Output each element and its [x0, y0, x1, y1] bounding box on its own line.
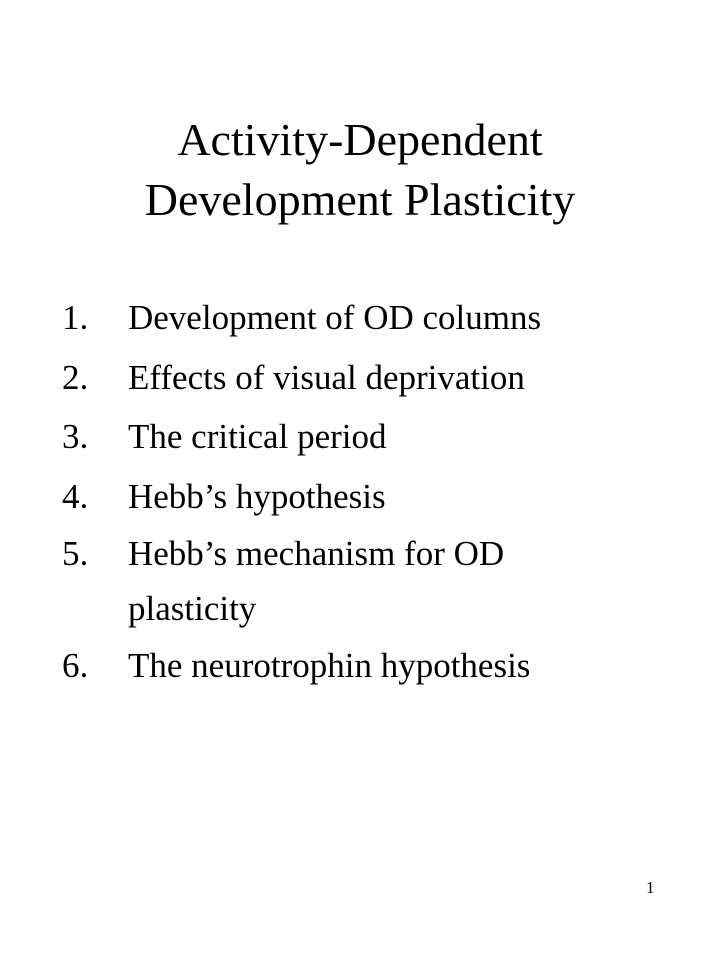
item-number: 5.	[62, 534, 89, 573]
item-text: Hebb’s mechanism for OD plasticity	[128, 534, 505, 628]
topic-list	[62, 288, 702, 696]
item-text: Effects of visual deprivation	[128, 357, 525, 397]
list-item	[62, 407, 702, 467]
item-text: The neurotrophin hypothesis	[128, 646, 531, 685]
title-line-2: Development Plasticity	[144, 174, 576, 225]
item-text: Development of OD columns	[128, 298, 542, 337]
item-number: 4.	[62, 476, 89, 516]
list-item	[62, 467, 702, 527]
slide-title	[0, 110, 720, 230]
list-item	[62, 348, 702, 408]
list-item	[62, 526, 548, 636]
list-item	[62, 288, 702, 348]
item-text: Hebb’s hypothesis	[128, 476, 386, 516]
item-text: The critical period	[128, 417, 387, 456]
list-item	[62, 636, 702, 696]
title-line-1: Activity-Dependent	[177, 114, 543, 165]
page-number: 1	[646, 878, 655, 897]
item-number: 2.	[62, 357, 89, 397]
item-number: 6.	[62, 646, 89, 685]
item-number: 1.	[62, 298, 89, 337]
item-number: 3.	[62, 417, 89, 456]
